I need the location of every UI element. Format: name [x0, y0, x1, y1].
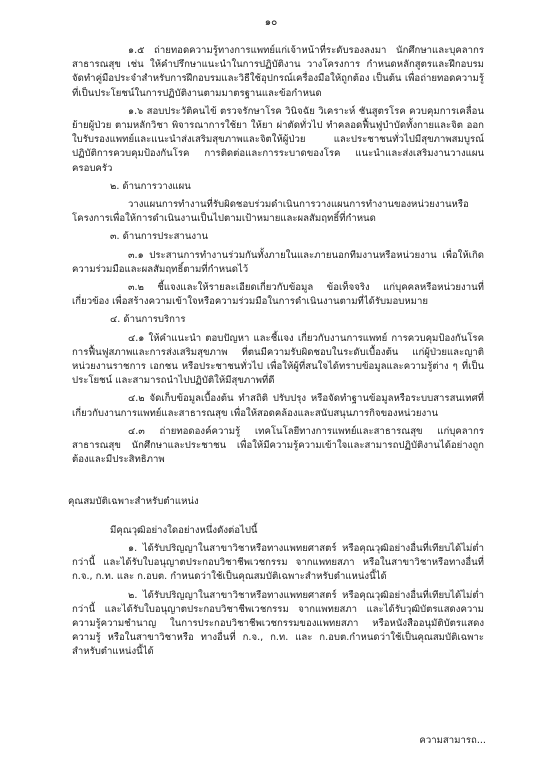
paragraph-4-3: ๔.๓ ถ่ายทอดองค์ความรู้ เทคโนโลยีทางการแพทย์และสาธารณสุข แก่บุคลากรสาธารณสุข นักศึกษาและประชาชน เพื่อให้มีความรู้ความเข้าใจและสามารถปฏิบัติงานได้อย่างถูกต้องและมีประสิทธิภาพ: [72, 425, 484, 466]
paragraph-4-2: ๔.๒ จัดเก็บข้อมูลเบื้องต้น ทำสถิติ ปรับปรุง หรือจัดทำฐานข้อมูลหรือระบบสารสนเทศที่เกี่ยวกับงานการแพทย์และสาธารณสุข เพื่อให้สอดคล้องและสนับสนุนภารกิจของหน่วยงาน: [72, 393, 484, 419]
paragraph-3-2: ๓.๒ ชี้แจงและให้รายละเอียดเกี่ยวกับข้อมูล ข้อเท็จจริง แก่บุคคลหรือหน่วยงานที่เกี่ยวข้อง เพื่อสร้างความเข้าใจหรือความร่วมมือในการดำเนินงานตามที่ได้รับมอบหมาย: [72, 282, 484, 308]
paragraph-1-5: ๑.๕ ถ่ายทอดความรู้ทางการแพทย์แก่เจ้าหน้าที่ระดับรองลงมา นักศึกษาและบุคลากรสาธารณสุข เช่น ให้คำปรึกษาแนะนำในการปฏิบัติงาน วางโครงการ กำหนดหลักสูตรและฝึกอบรม จัดทำคู่มือประจำสำหรับการฝึกอบรมและวิธีใช้อุปกรณ์เครื่องมือให้ถูกต้อง เป็นต้น เพื่อถ่ายทอดความรู้ที่เป็นประโยชน์ในการปฏิบัติงานตามมาตรฐานและข้อกำหนด: [72, 45, 484, 99]
page-number: ๑๐: [264, 17, 278, 28]
qualification-heading: คุณสมบัติเฉพาะสำหรับตำแหน่ง: [68, 496, 199, 508]
section-heading-service: ๔. ด้านการบริการ: [110, 314, 186, 326]
paragraph-3-1: ๓.๑ ประสานการทำงานร่วมกันทั้งภายในและภายนอกทีมงานหรือหน่วยงาน เพื่อให้เกิดความร่วมมือและผลสัมฤทธิ์ตามที่กำหนดไว้: [72, 249, 484, 275]
section-heading-coordination: ๓. ด้านการประสานงาน: [110, 231, 209, 243]
paragraph-planning: วางแผนการทำงานที่รับผิดชอบร่วมดำเนินการวางแผนการทำงานของหน่วยงานหรือโครงการเพื่อให้การดำเนินงานเป็นไปตามเป้าหมายและผลสัมฤทธิ์ที่กำหนด: [72, 199, 469, 225]
paragraph-4-1: ๔.๑ ให้คำแนะนำ ตอบปัญหา และชี้แจง เกี่ยวกับงานการแพทย์ การควบคุมป้องกันโรค การฟื้นฟูสภาพและการส่งเสริมสุขภาพ ที่ตนมีความรับผิดชอบในระดับเบื้องต้น แก่ผู้ป่วยและญาติ หน่วยงานราชการ เอกชน หรือประชาชนทั่วไป เพื่อให้ผู้ที่สนใจได้ทราบข้อมูลและความรู้ต่าง ๆ ที่เป็นประโยชน์ และสามารถนำไปปฏิบัติให้มีสุขภาพที่ดี: [72, 332, 484, 387]
qualification-intro: มีคุณวุฒิอย่างใดอย่างหนึ่งดังต่อไปนี้: [110, 524, 258, 536]
section-heading-planning: ๒. ด้านการวางแผน: [110, 180, 191, 192]
paragraph-1-6: ๑.๖ สอบประวัติคนไข้ ตรวจรักษาโรค วินิจฉัย วิเคราะห์ ชันสูตรโรค ควบคุมการเคลื่อนย้ายผู้ป่วย ตามหลักวิชา พิจารณาการใช้ยา ให้ยา ผ่าตัดทั่วไป ทำคลอดฟื้นฟูบำบัดทั้งกายและจิต ออกใบรับรองแพทย์และแนะนำส่งเสริมสุขภาพและจิตให้ผู้ป่วย และประชาชนทั่วไปมีสุขภาพสมบูรณ์ ปฏิบัติการควบคุมป้องกันโรค การติดต่อและการระบาดของโรค แนะนำและส่งเสริมงานวางแผนครอบครัว: [72, 105, 484, 174]
continuation-footer: ความสามารถ...: [419, 735, 486, 746]
page-content: [68, 44, 484, 660]
qualification-item-1: ๑. ได้รับปริญญาในสาขาวิชาหรือทางแพทยศาสตร์ หรือคุณวุฒิอย่างอื่นที่เทียบได้ไม่ต่ำกว่านี้ และได้รับใบอนุญาตประกอบวิชาชีพเวชกรรม จากแพทยสภา หรือในสาขาวิชาหรือทางอื่นที่ ก.จ., ก.ท. และ ก.อบต. กำหนดว่าใช้เป็นคุณสมบัติเฉพาะสำหรับตำแหน่งนี้ได้: [72, 542, 484, 583]
qualification-item-2: ๒. ได้รับปริญญาในสาขาวิชาหรือทางแพทยศาสตร์ หรือคุณวุฒิอย่างอื่นที่เทียบได้ไม่ต่ำกว่านี้ และได้รับใบอนุญาตประกอบวิชาชีพเวชกรรม จากแพทยสภา และได้รับวุฒิบัตรแสดงความความรู้ความชำนาญ ในการประกอบวิชาชีพเวชกรรมของแพทยสภา หรือหนังสืออนุมัติบัตรแสดงความรู้ หรือในสาขาวิชาหรือ ทางอื่นที่ ก.จ., ก.ท. และ ก.อบต.กำหนดว่าใช้เป็นคุณสมบัติเฉพาะสำหรับตำแหน่งนี้ได้: [72, 589, 484, 658]
